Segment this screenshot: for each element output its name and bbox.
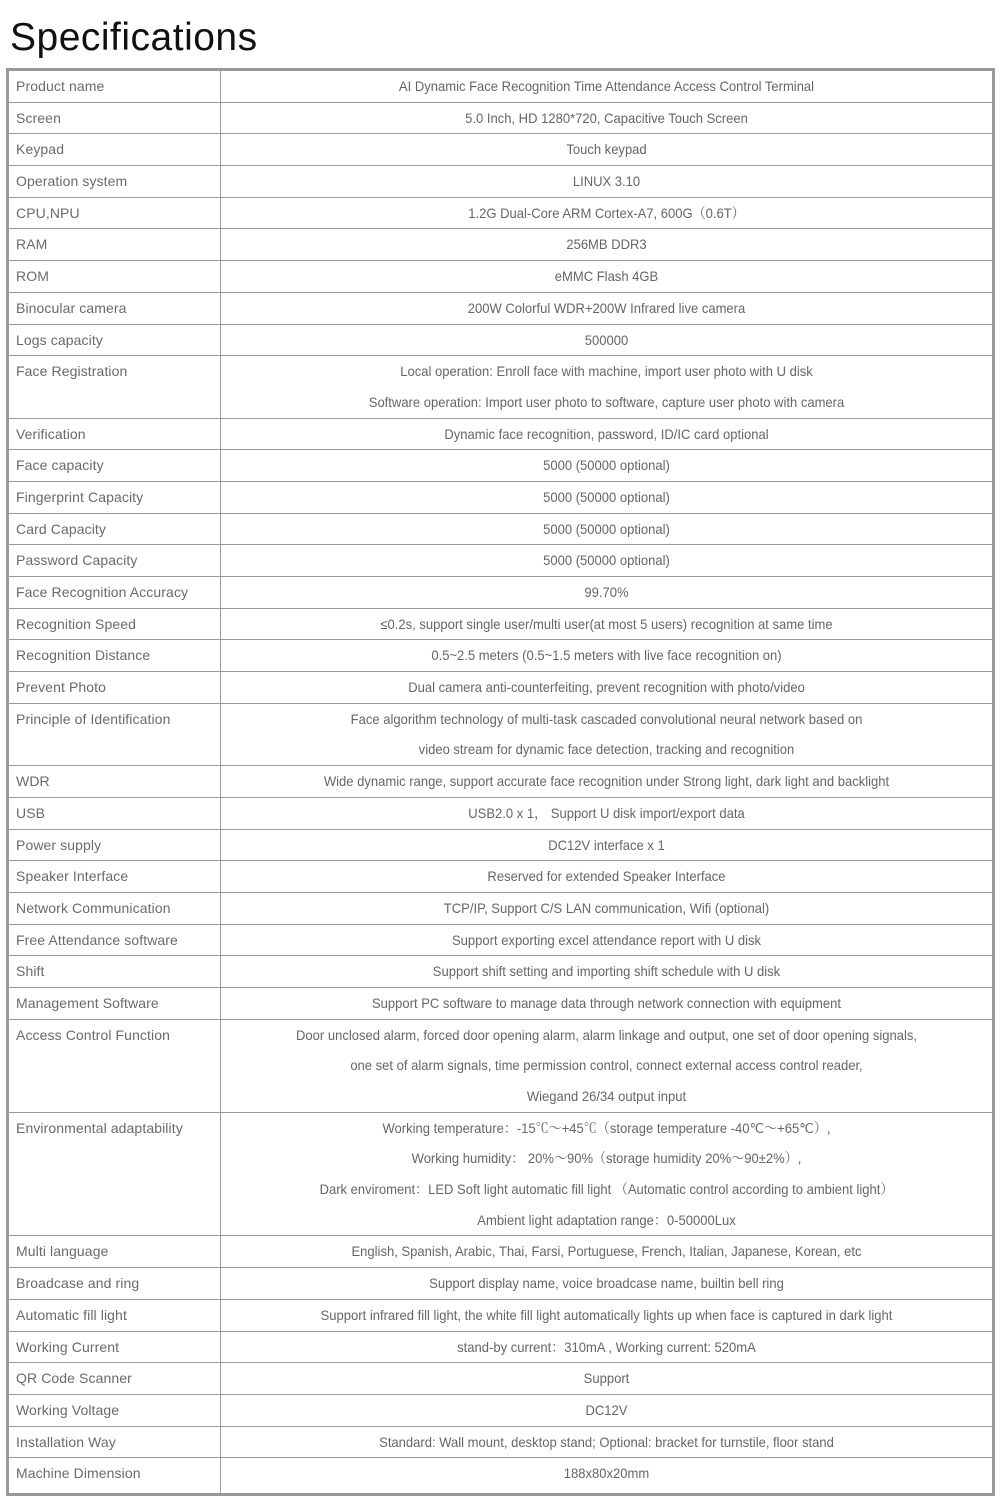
spec-value-cell <box>221 608 994 640</box>
spec-value-line: Standard: Wall mount, desktop stand; Optional: bracket for turnstile, floor stand <box>379 1433 834 1450</box>
spec-value-cell <box>221 356 994 418</box>
spec-value-line: 256MB DDR3 <box>566 236 647 253</box>
spec-value-cell <box>221 1299 994 1331</box>
spec-label: Broadcase and ring <box>16 1275 140 1292</box>
spec-row <box>8 418 994 450</box>
spec-value-cell <box>221 1236 994 1268</box>
spec-label: Speaker Interface <box>16 868 129 885</box>
spec-value-line: TCP/IP, Support C/S LAN communication, Wifi (optional) <box>443 899 770 916</box>
spec-value-cell <box>221 450 994 482</box>
spec-label: Management Software <box>16 994 159 1011</box>
spec-row <box>8 766 994 798</box>
spec-value-cell <box>221 134 994 166</box>
spec-row <box>8 703 994 765</box>
spec-value-cell <box>221 703 994 765</box>
spec-label-cell <box>8 924 221 956</box>
spec-value-cell <box>221 70 994 103</box>
spec-label: Multi language <box>16 1243 109 1260</box>
spec-label-cell <box>8 1268 221 1300</box>
spec-value-cell <box>221 1394 994 1426</box>
page-title: Specifications <box>10 16 258 59</box>
spec-value-line: Support shift setting and importing shift schedule with U disk <box>432 963 781 980</box>
spec-row <box>8 892 994 924</box>
spec-label-cell <box>8 703 221 765</box>
spec-label: QR Code Scanner <box>16 1370 132 1387</box>
spec-label-cell <box>8 134 221 166</box>
spec-value-line: Touch keypad <box>566 141 647 158</box>
spec-label: Verification <box>16 425 86 442</box>
spec-label: Shift <box>16 963 45 980</box>
spec-label-cell <box>8 545 221 577</box>
spec-value-cell <box>221 672 994 704</box>
spec-label-cell <box>8 1299 221 1331</box>
spec-label: Password Capacity <box>16 552 138 569</box>
spec-label: Binocular camera <box>16 299 127 316</box>
spec-value-line: Door unclosed alarm, forced door opening alarm, alarm linkage and output, one set of door opening signals, <box>295 1026 918 1043</box>
spec-label-cell <box>8 356 221 418</box>
spec-value-line: Support exporting excel attendance report with U disk <box>451 931 762 948</box>
spec-value-line: Working temperature：-15℃～+45℃（storage temperature -40℃～+65℃）, <box>382 1119 831 1136</box>
spec-label: Free Attendance software <box>16 931 178 948</box>
spec-label: ROM <box>16 268 49 285</box>
spec-value-line: 5000 (50000 optional) <box>543 520 670 537</box>
spec-row <box>8 197 994 229</box>
spec-label: Network Communication <box>16 899 171 916</box>
spec-label-cell <box>8 261 221 293</box>
spec-value-line: Support display name, voice broadcase name, builtin bell ring <box>429 1275 784 1292</box>
spec-label-cell <box>8 197 221 229</box>
spec-label-cell <box>8 1019 221 1112</box>
spec-label: Face capacity <box>16 457 104 474</box>
spec-value-line: 5000 (50000 optional) <box>543 552 670 569</box>
spec-label: CPU,NPU <box>16 204 80 221</box>
spec-label: Screen <box>16 109 61 126</box>
spec-label-cell <box>8 1236 221 1268</box>
spec-value-line: Dark enviroment：LED Soft light automatic fill light （Automatic control according to ambient light） <box>319 1181 894 1198</box>
spec-row <box>8 545 994 577</box>
spec-row <box>8 924 994 956</box>
specifications-table-body <box>8 70 994 1495</box>
spec-value-line: video stream for dynamic face detection, tracking and recognition <box>418 741 795 758</box>
spec-label-cell <box>8 166 221 198</box>
spec-label: WDR <box>16 773 50 790</box>
spec-label-cell <box>8 640 221 672</box>
spec-label-cell <box>8 577 221 609</box>
spec-row <box>8 797 994 829</box>
spec-label-cell <box>8 608 221 640</box>
spec-row <box>8 640 994 672</box>
spec-value-cell <box>221 513 994 545</box>
spec-row <box>8 672 994 704</box>
spec-label: USB <box>16 804 46 821</box>
spec-row <box>8 134 994 166</box>
spec-label: Installation Way <box>16 1433 116 1450</box>
spec-row <box>8 577 994 609</box>
spec-row <box>8 1019 994 1112</box>
spec-value-line: Support PC software to manage data through network connection with equipment <box>371 994 842 1011</box>
spec-value-line: 500000 <box>584 331 629 348</box>
spec-label: Access Control Function <box>16 1026 171 1043</box>
spec-row <box>8 956 994 988</box>
spec-value-line: 200W Colorful WDR+200W Infrared live camera <box>467 299 746 316</box>
spec-value-cell <box>221 892 994 924</box>
spec-value-line: 5000 (50000 optional) <box>543 488 670 505</box>
specifications-table <box>6 68 995 1496</box>
spec-value-cell <box>221 861 994 893</box>
spec-value-cell <box>221 545 994 577</box>
spec-value-line: Wide dynamic range, support accurate face recognition under Strong light, dark light and backlight <box>323 773 890 790</box>
spec-label-cell <box>8 1112 221 1236</box>
spec-value-line: 5000 (50000 optional) <box>543 457 670 474</box>
spec-value-line: Software operation: Import user photo to software, capture user photo with camera <box>368 393 845 410</box>
spec-row <box>8 1394 994 1426</box>
spec-label-cell <box>8 672 221 704</box>
spec-value-line: Support <box>583 1370 630 1387</box>
spec-value-line: 1.2G Dual-Core ARM Cortex-A7, 600G（0.6T） <box>468 204 745 221</box>
spec-row <box>8 987 994 1019</box>
spec-value-cell <box>221 829 994 861</box>
spec-row <box>8 1268 994 1300</box>
spec-value-cell <box>221 292 994 324</box>
spec-label-cell <box>8 956 221 988</box>
spec-label: Operation system <box>16 173 128 190</box>
spec-value-cell <box>221 1112 994 1236</box>
spec-value-line: LINUX 3.10 <box>572 173 641 190</box>
spec-value-line: Support infrared fill light, the white fill light automatically lights up when face is captured in dark light <box>320 1306 893 1323</box>
spec-value-cell <box>221 481 994 513</box>
spec-value-line: Dual camera anti-counterfeiting, prevent recognition with photo/video <box>408 679 805 696</box>
spec-label: Logs capacity <box>16 331 103 348</box>
spec-row <box>8 481 994 513</box>
spec-label-cell <box>8 70 221 103</box>
spec-label-cell <box>8 1458 221 1495</box>
spec-row <box>8 102 994 134</box>
spec-value-line: Reserved for extended Speaker Interface <box>487 868 726 885</box>
spec-value-line: one set of alarm signals, time permission control, connect external access control reader, <box>350 1057 863 1074</box>
spec-label: Fingerprint Capacity <box>16 488 144 505</box>
spec-value-line: Ambient light adaptation range：0-50000Lux <box>477 1211 736 1228</box>
spec-label: RAM <box>16 236 48 253</box>
spec-value-cell <box>221 577 994 609</box>
spec-row <box>8 1426 994 1458</box>
spec-label: Machine Dimension <box>16 1465 141 1482</box>
spec-value-cell <box>221 766 994 798</box>
spec-label: Principle of Identification <box>16 710 171 727</box>
spec-value-line: ≤0.2s, support single user/multi user(at most 5 users) recognition at same time <box>380 615 833 632</box>
spec-value-cell <box>221 197 994 229</box>
spec-label-cell <box>8 481 221 513</box>
spec-label-cell <box>8 450 221 482</box>
spec-value-line: Working humidity： 20%～90%（storage humidity 20%～90±2%）, <box>411 1150 802 1167</box>
spec-label-cell <box>8 292 221 324</box>
spec-value-line: DC12V <box>585 1401 628 1418</box>
spec-value-line: Wiegand 26/34 output input <box>526 1088 687 1104</box>
spec-value-cell <box>221 640 994 672</box>
spec-row <box>8 292 994 324</box>
spec-value-line: Local operation: Enroll face with machine, import user photo with U disk <box>400 363 813 380</box>
spec-value-cell <box>221 324 994 356</box>
spec-label-cell <box>8 102 221 134</box>
spec-row <box>8 450 994 482</box>
spec-value-line: English, Spanish, Arabic, Thai, Farsi, Portuguese, French, Italian, Japanese, Korean, etc <box>351 1243 862 1260</box>
spec-value-cell <box>221 1268 994 1300</box>
spec-row <box>8 1112 994 1236</box>
spec-row <box>8 829 994 861</box>
spec-label-cell <box>8 892 221 924</box>
spec-value-cell <box>221 418 994 450</box>
spec-row <box>8 1331 994 1363</box>
spec-value-line: 5.0 Inch, HD 1280*720, Capacitive Touch Screen <box>465 109 748 126</box>
spec-row <box>8 608 994 640</box>
spec-value-cell <box>221 956 994 988</box>
spec-label-cell <box>8 1426 221 1458</box>
spec-label-cell <box>8 987 221 1019</box>
spec-label-cell <box>8 229 221 261</box>
spec-value-line: 188x80x20mm <box>563 1465 650 1482</box>
spec-row <box>8 324 994 356</box>
spec-label: Card Capacity <box>16 520 107 537</box>
spec-row <box>8 70 994 103</box>
spec-value-line: DC12V interface x 1 <box>548 836 665 853</box>
spec-value-cell <box>221 1363 994 1395</box>
spec-label-cell <box>8 1331 221 1363</box>
spec-label: Environmental adaptability <box>16 1119 183 1136</box>
spec-row <box>8 356 994 418</box>
spec-label-cell <box>8 766 221 798</box>
spec-row <box>8 1236 994 1268</box>
spec-value-cell <box>221 797 994 829</box>
spec-value-line: Dynamic face recognition, password, ID/IC card optional <box>444 425 769 442</box>
spec-label: Recognition Distance <box>16 647 151 664</box>
spec-label: Face Recognition Accuracy <box>16 584 189 600</box>
spec-label: Prevent Photo <box>16 679 107 696</box>
spec-value-cell <box>221 1019 994 1112</box>
spec-label: Recognition Speed <box>16 615 137 632</box>
spec-label: Automatic fill light <box>16 1306 127 1323</box>
spec-value-cell <box>221 987 994 1019</box>
spec-label-cell <box>8 1363 221 1395</box>
spec-row <box>8 861 994 893</box>
spec-value-line: USB2.0 x 1， Support U disk import/export data <box>468 804 745 821</box>
spec-value-line: 0.5~2.5 meters (0.5~1.5 meters with live face recognition on) <box>431 647 782 664</box>
spec-value-cell <box>221 924 994 956</box>
spec-label: Power supply <box>16 836 102 853</box>
spec-value-cell <box>221 166 994 198</box>
spec-label: Keypad <box>16 141 65 158</box>
spec-value-cell <box>221 261 994 293</box>
spec-label-cell <box>8 418 221 450</box>
spec-label: Face Registration <box>16 363 128 380</box>
spec-label-cell <box>8 1394 221 1426</box>
spec-value-line: 99.70% <box>584 584 629 600</box>
spec-row <box>8 229 994 261</box>
spec-value-line: AI Dynamic Face Recognition Time Attendance Access Control Terminal <box>398 78 815 94</box>
spec-label: Working Current <box>16 1338 120 1355</box>
spec-value-cell <box>221 229 994 261</box>
spec-row <box>8 1299 994 1331</box>
spec-row <box>8 1458 994 1495</box>
spec-value-cell <box>221 1331 994 1363</box>
spec-value-line: Face algorithm technology of multi-task cascaded convolutional neural network based on <box>350 710 863 727</box>
spec-value-cell <box>221 102 994 134</box>
spec-value-cell <box>221 1426 994 1458</box>
spec-row <box>8 513 994 545</box>
spec-label-cell <box>8 861 221 893</box>
spec-value-line: eMMC Flash 4GB <box>554 268 659 285</box>
spec-value-line: stand-by current：310mA , Working current: 520mA <box>457 1338 756 1355</box>
spec-row <box>8 166 994 198</box>
spec-label-cell <box>8 324 221 356</box>
spec-row <box>8 1363 994 1395</box>
spec-label-cell <box>8 513 221 545</box>
spec-label: Product name <box>16 78 105 94</box>
spec-label-cell <box>8 829 221 861</box>
spec-label: Working Voltage <box>16 1401 120 1418</box>
spec-value-cell <box>221 1458 994 1495</box>
spec-row <box>8 261 994 293</box>
spec-label-cell <box>8 797 221 829</box>
